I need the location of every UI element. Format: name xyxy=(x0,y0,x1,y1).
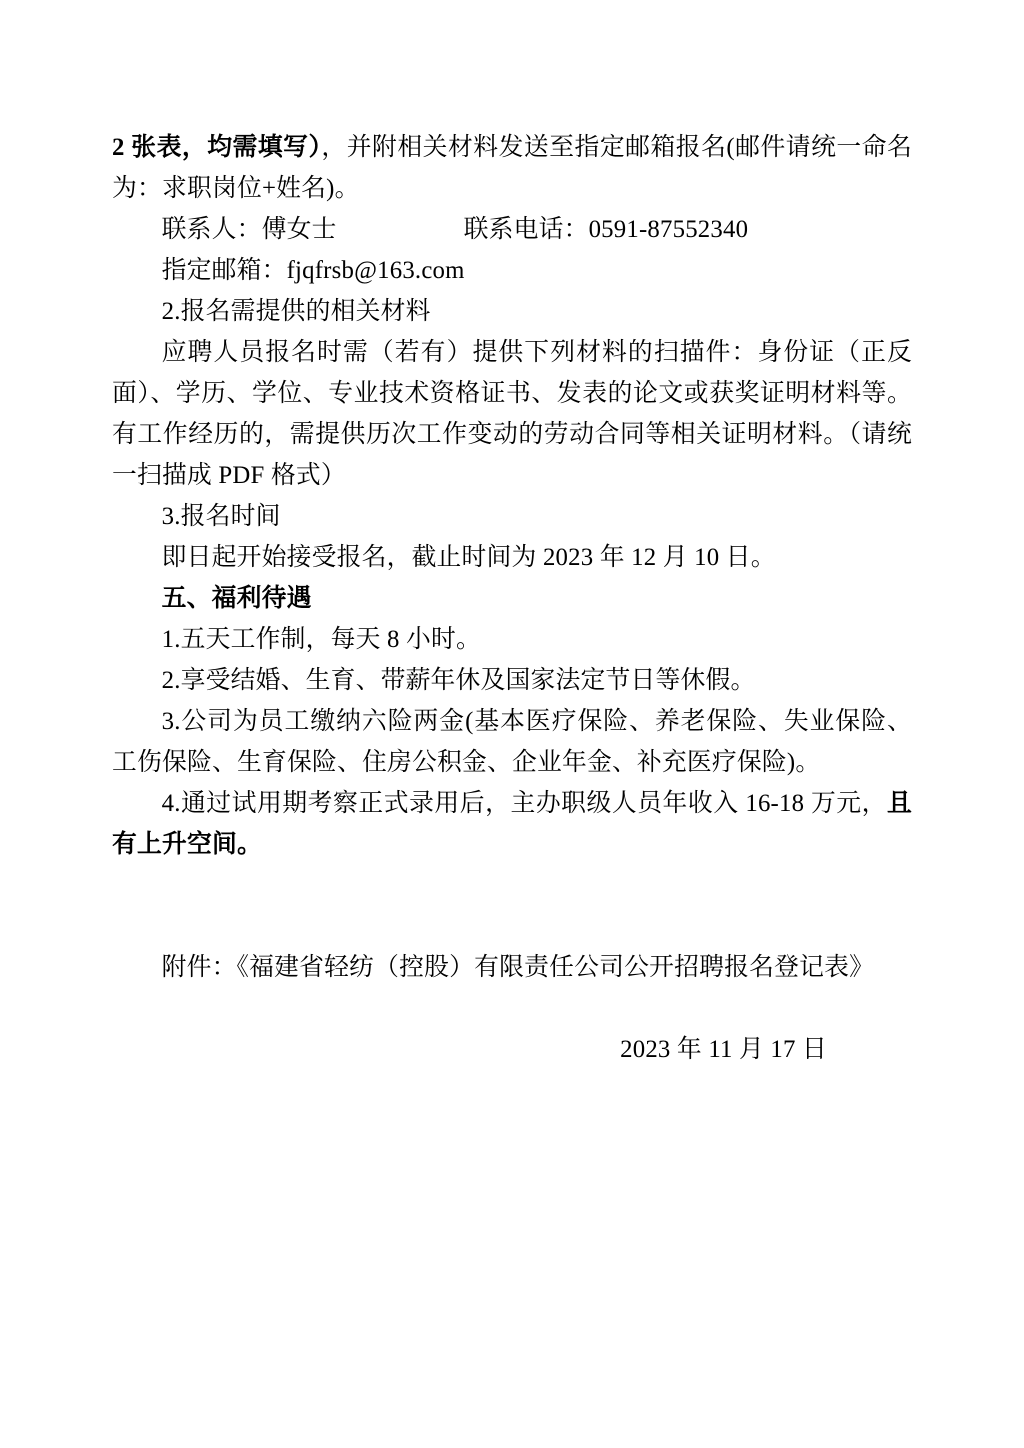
materials-paragraph xyxy=(112,332,912,496)
welfare-item-1 xyxy=(112,619,912,660)
email-line xyxy=(112,250,912,291)
welfare-item-3-text: 3.公司为员工缴纳六险两金(基本医疗保险、养老保险、失业保险、工伤保险、生育保险、住房公积金、企业年金、补充医疗保险)。 xyxy=(112,708,912,776)
welfare-item-4-text: 4.通过试用期考察正式录用后，主办职级人员年收入 16-18 万元， xyxy=(161,790,887,817)
continuation-paragraph-text: 2 张表，均需填写） xyxy=(112,134,322,161)
continuation-paragraph-text: ，并附相关材料发送至指定邮箱报名(邮件请统一命名为：求职岗位+姓名)。 xyxy=(112,134,913,202)
materials-paragraph-text: 应聘人员报名时需（若有）提供下列材料的扫描件：身份证（正反面）、学历、学位、专业技术资格证书、发表的论文或获奖证明材料等。有工作经历的，需提供历次工作变动的劳动合同等相关证明材料。（请统一扫描成 PDF 格式） xyxy=(112,339,912,489)
welfare-item-4-text: 且有上升空间。 xyxy=(112,790,912,858)
signup-time-heading-text: 3.报名时间 xyxy=(161,503,281,530)
signup-time-paragraph xyxy=(112,537,912,578)
contact-line-text: 联系人：傅女士 xyxy=(161,216,337,243)
welfare-item-4 xyxy=(112,783,912,865)
attachment-line-text: 附件：《福建省轻纺（控股）有限责任公司公开招聘报名登记表》 xyxy=(161,954,875,981)
welfare-item-2-text: 2.享受结婚、生育、带薪年休及国家法定节日等休假。 xyxy=(161,667,756,694)
continuation-paragraph xyxy=(112,127,912,209)
signup-time-paragraph-text: 即日起开始接受报名，截止时间为 2023 年 12 月 10 日。 xyxy=(161,544,776,571)
date-line xyxy=(112,1029,912,1070)
attachment-line xyxy=(112,947,912,988)
welfare-item-1-text: 1.五天工作制，每天 8 小时。 xyxy=(161,626,481,653)
contact-line-text: 联系电话：0591-87552340 xyxy=(463,216,749,243)
materials-heading xyxy=(112,291,912,332)
materials-heading-text: 2.报名需提供的相关材料 xyxy=(161,298,431,325)
welfare-heading xyxy=(112,578,912,619)
signup-time-heading xyxy=(112,496,912,537)
email-line-text: 指定邮箱：fjqfrsb@163.com xyxy=(161,257,465,284)
welfare-item-2 xyxy=(112,660,912,701)
welfare-item-3 xyxy=(112,701,912,783)
date-line-text: 2023 年 11 月 17 日 xyxy=(620,1036,827,1063)
contact-line xyxy=(112,209,912,250)
welfare-heading-text: 五、福利待遇 xyxy=(161,585,312,612)
